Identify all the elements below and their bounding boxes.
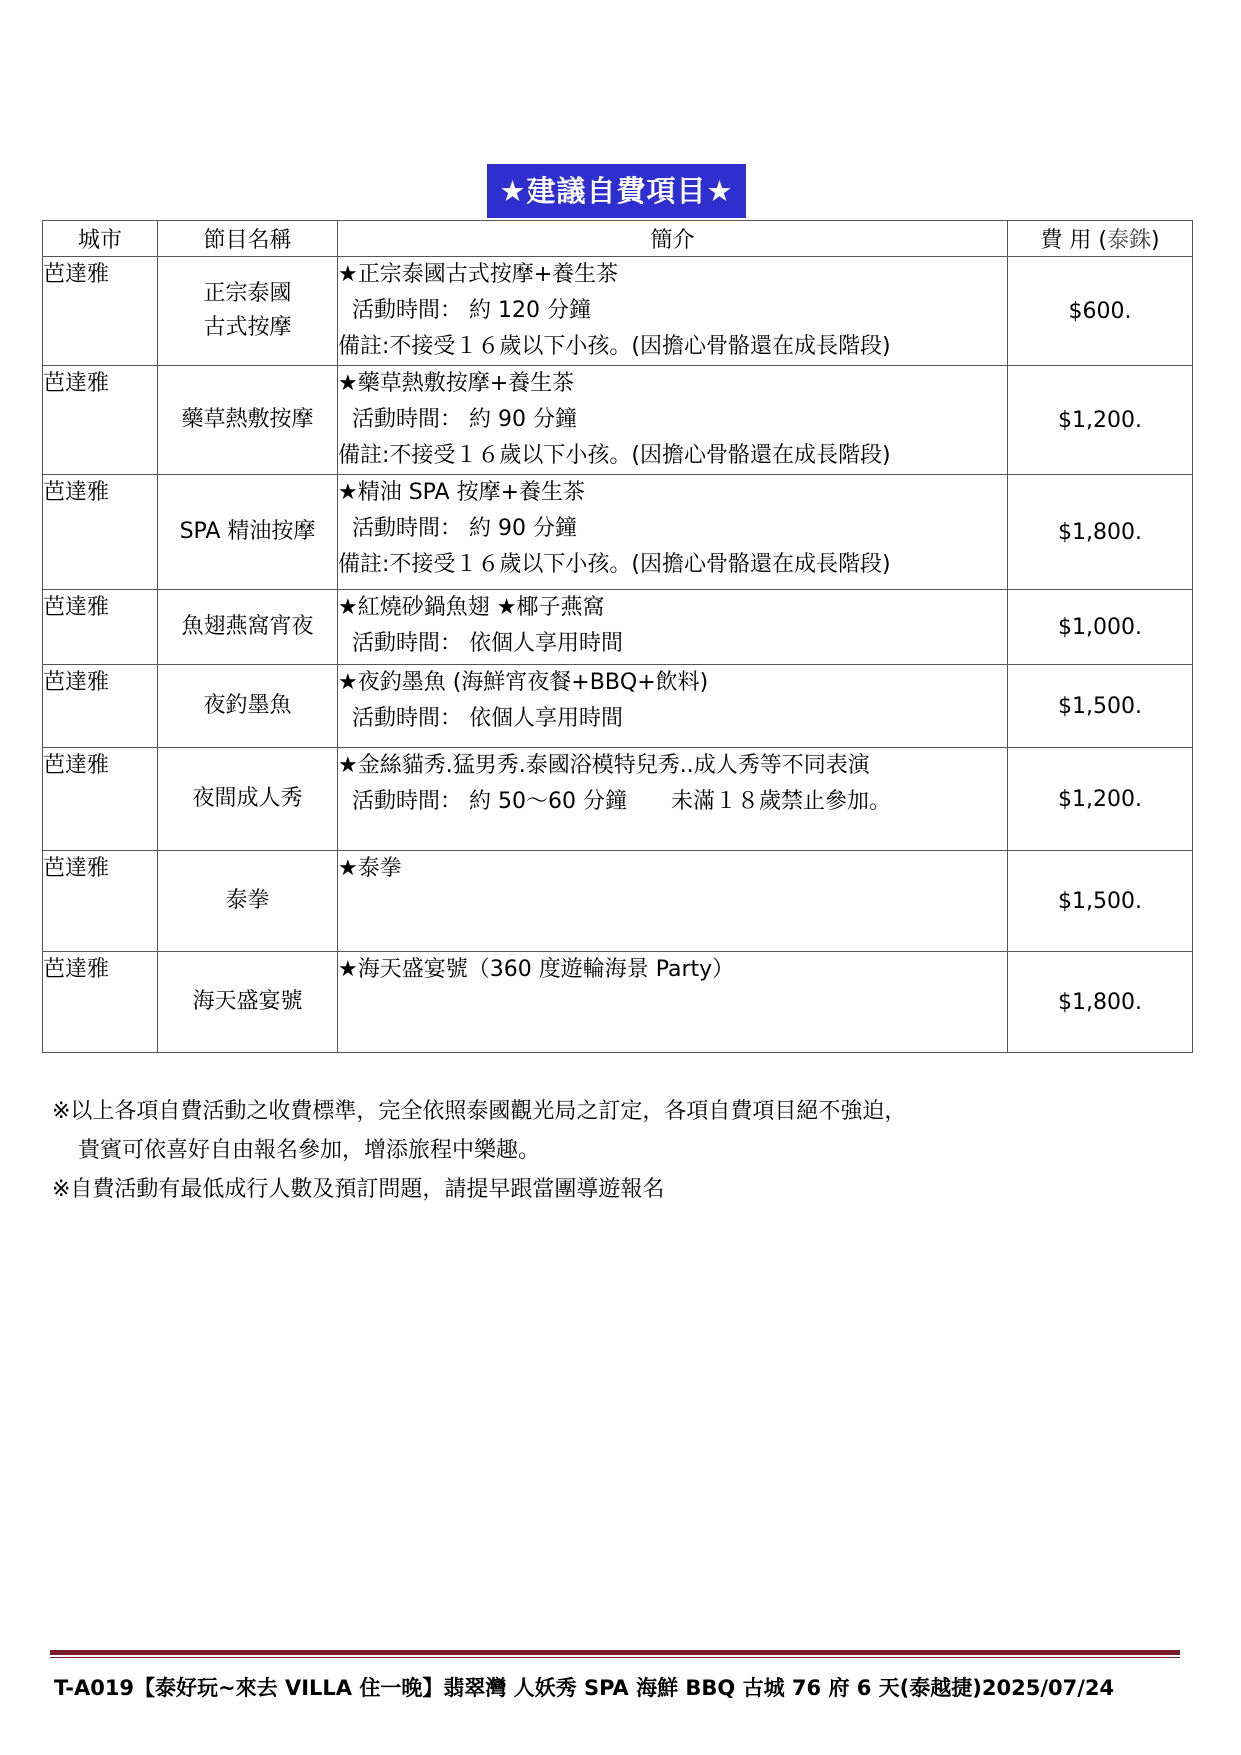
program-name-line: 泰拳 (225, 888, 270, 913)
description-cell (338, 257, 1008, 366)
description-cell (338, 851, 1008, 952)
table-row (43, 851, 1193, 952)
program-name-line: 藥草熱敷按摩 (181, 407, 314, 432)
price-cell: $1,800. (1008, 952, 1193, 1053)
footer-divider (50, 1650, 1180, 1658)
description-cell (338, 590, 1008, 665)
description-line: ★紅燒砂鍋魚翅 ★椰子燕窩 (338, 595, 605, 620)
program-name-line: 古式按摩 (203, 315, 292, 340)
note-line: 貴賓可依喜好自由報名參加，增添旅程中樂趣。 (78, 1138, 541, 1163)
table-row (43, 665, 1193, 748)
footer-itinerary-code: T-A019【泰好玩~來去 VILLA 住一晚】翡翠灣 人妖秀 SPA 海鮮 BBQ 古城 76 府 6 天(泰越捷)2025/07/24 (54, 1676, 1115, 1700)
header-city: 城市 (43, 221, 158, 257)
program-name-cell (158, 475, 338, 590)
city-cell: 芭達雅 (43, 748, 158, 851)
table-row (43, 366, 1193, 475)
city-cell: 芭達雅 (43, 952, 158, 1053)
price-cell: $1,000. (1008, 590, 1193, 665)
program-name-cell (158, 952, 338, 1053)
optional-activities-table (42, 220, 1193, 1053)
notes-block (52, 1092, 906, 1209)
description-cell (338, 366, 1008, 475)
program-name-line: 海天盛宴號 (192, 989, 303, 1014)
description-line: 備註:不接受１６歲以下小孩。(因擔心骨骼還在成長階段) (338, 443, 891, 468)
description-line: 備註:不接受１６歲以下小孩。(因擔心骨骼還在成長階段) (338, 334, 891, 359)
description-cell (338, 475, 1008, 590)
description-cell (338, 952, 1008, 1053)
description-line: ★夜釣墨魚 (海鮮宵夜餐+BBQ+飲料) (338, 670, 709, 695)
city-cell: 芭達雅 (43, 366, 158, 475)
program-name-line: SPA 精油按摩 (179, 519, 316, 544)
table-row (43, 590, 1193, 665)
note-line: ※以上各項自費活動之收費標準，完全依照泰國觀光局之訂定，各項自費項目絕不強迫， (52, 1099, 907, 1124)
program-name-cell (158, 257, 338, 366)
note-line: ※自費活動有最低成行人數及預訂問題，請提早跟當團導遊報名 (52, 1177, 665, 1202)
header-fee (1008, 221, 1193, 257)
price-cell: $1,800. (1008, 475, 1193, 590)
table-row (43, 952, 1193, 1053)
price-cell: $1,500. (1008, 851, 1193, 952)
price-cell: $1,200. (1008, 366, 1193, 475)
description-line: 活動時間： 依個人享用時間 (352, 631, 623, 656)
program-name-line: 正宗泰國 (203, 281, 292, 306)
table-header-row (43, 221, 1193, 257)
description-cell (338, 748, 1008, 851)
city-cell: 芭達雅 (43, 851, 158, 952)
table-row (43, 257, 1193, 366)
program-name-line: 夜釣墨魚 (203, 693, 292, 718)
header-fee-close: ) (1151, 228, 1160, 253)
table-row (43, 748, 1193, 851)
program-name-cell (158, 748, 338, 851)
description-line: ★海天盛宴號（360 度遊輪海景 Party） (338, 957, 735, 982)
program-name-cell (158, 665, 338, 748)
program-name-cell (158, 851, 338, 952)
description-line: ★藥草熱敷按摩+養生茶 (338, 371, 575, 396)
description-line: ★泰拳 (338, 856, 402, 881)
description-line: 活動時間： 依個人享用時間 (352, 706, 623, 731)
description-line: ★金絲貓秀.猛男秀.泰國浴模特兒秀..成人秀等不同表演 (338, 753, 870, 778)
description-line: ★正宗泰國古式按摩+養生茶 (338, 262, 619, 287)
header-fee-unit: 泰銖 (1106, 228, 1151, 253)
price-cell: $600. (1008, 257, 1193, 366)
description-line: 活動時間： 約 120 分鐘 (352, 298, 591, 323)
description-line: 活動時間： 約 90 分鐘 (352, 407, 577, 432)
program-name-cell (158, 590, 338, 665)
city-cell: 芭達雅 (43, 475, 158, 590)
description-line: 活動時間： 約 50～60 分鐘 未滿１８歲禁止參加。 (352, 789, 891, 814)
header-fee-label: 費 用 ( (1040, 228, 1107, 253)
city-cell: 芭達雅 (43, 590, 158, 665)
header-description: 簡介 (338, 221, 1008, 257)
description-line: 活動時間： 約 90 分鐘 (352, 516, 577, 541)
price-cell: $1,200. (1008, 748, 1193, 851)
table-row (43, 475, 1193, 590)
city-cell: 芭達雅 (43, 665, 158, 748)
program-name-cell (158, 366, 338, 475)
description-cell (338, 665, 1008, 748)
description-line: 備註:不接受１６歲以下小孩。(因擔心骨骼還在成長階段) (338, 552, 891, 577)
city-cell: 芭達雅 (43, 257, 158, 366)
program-name-line: 夜間成人秀 (192, 786, 303, 811)
section-title: ★建議自費項目★ (487, 164, 746, 218)
header-program-name: 節目名稱 (158, 221, 338, 257)
program-name-line: 魚翅燕窩宵夜 (181, 614, 314, 639)
description-line: ★精油 SPA 按摩+養生茶 (338, 480, 586, 505)
price-cell: $1,500. (1008, 665, 1193, 748)
